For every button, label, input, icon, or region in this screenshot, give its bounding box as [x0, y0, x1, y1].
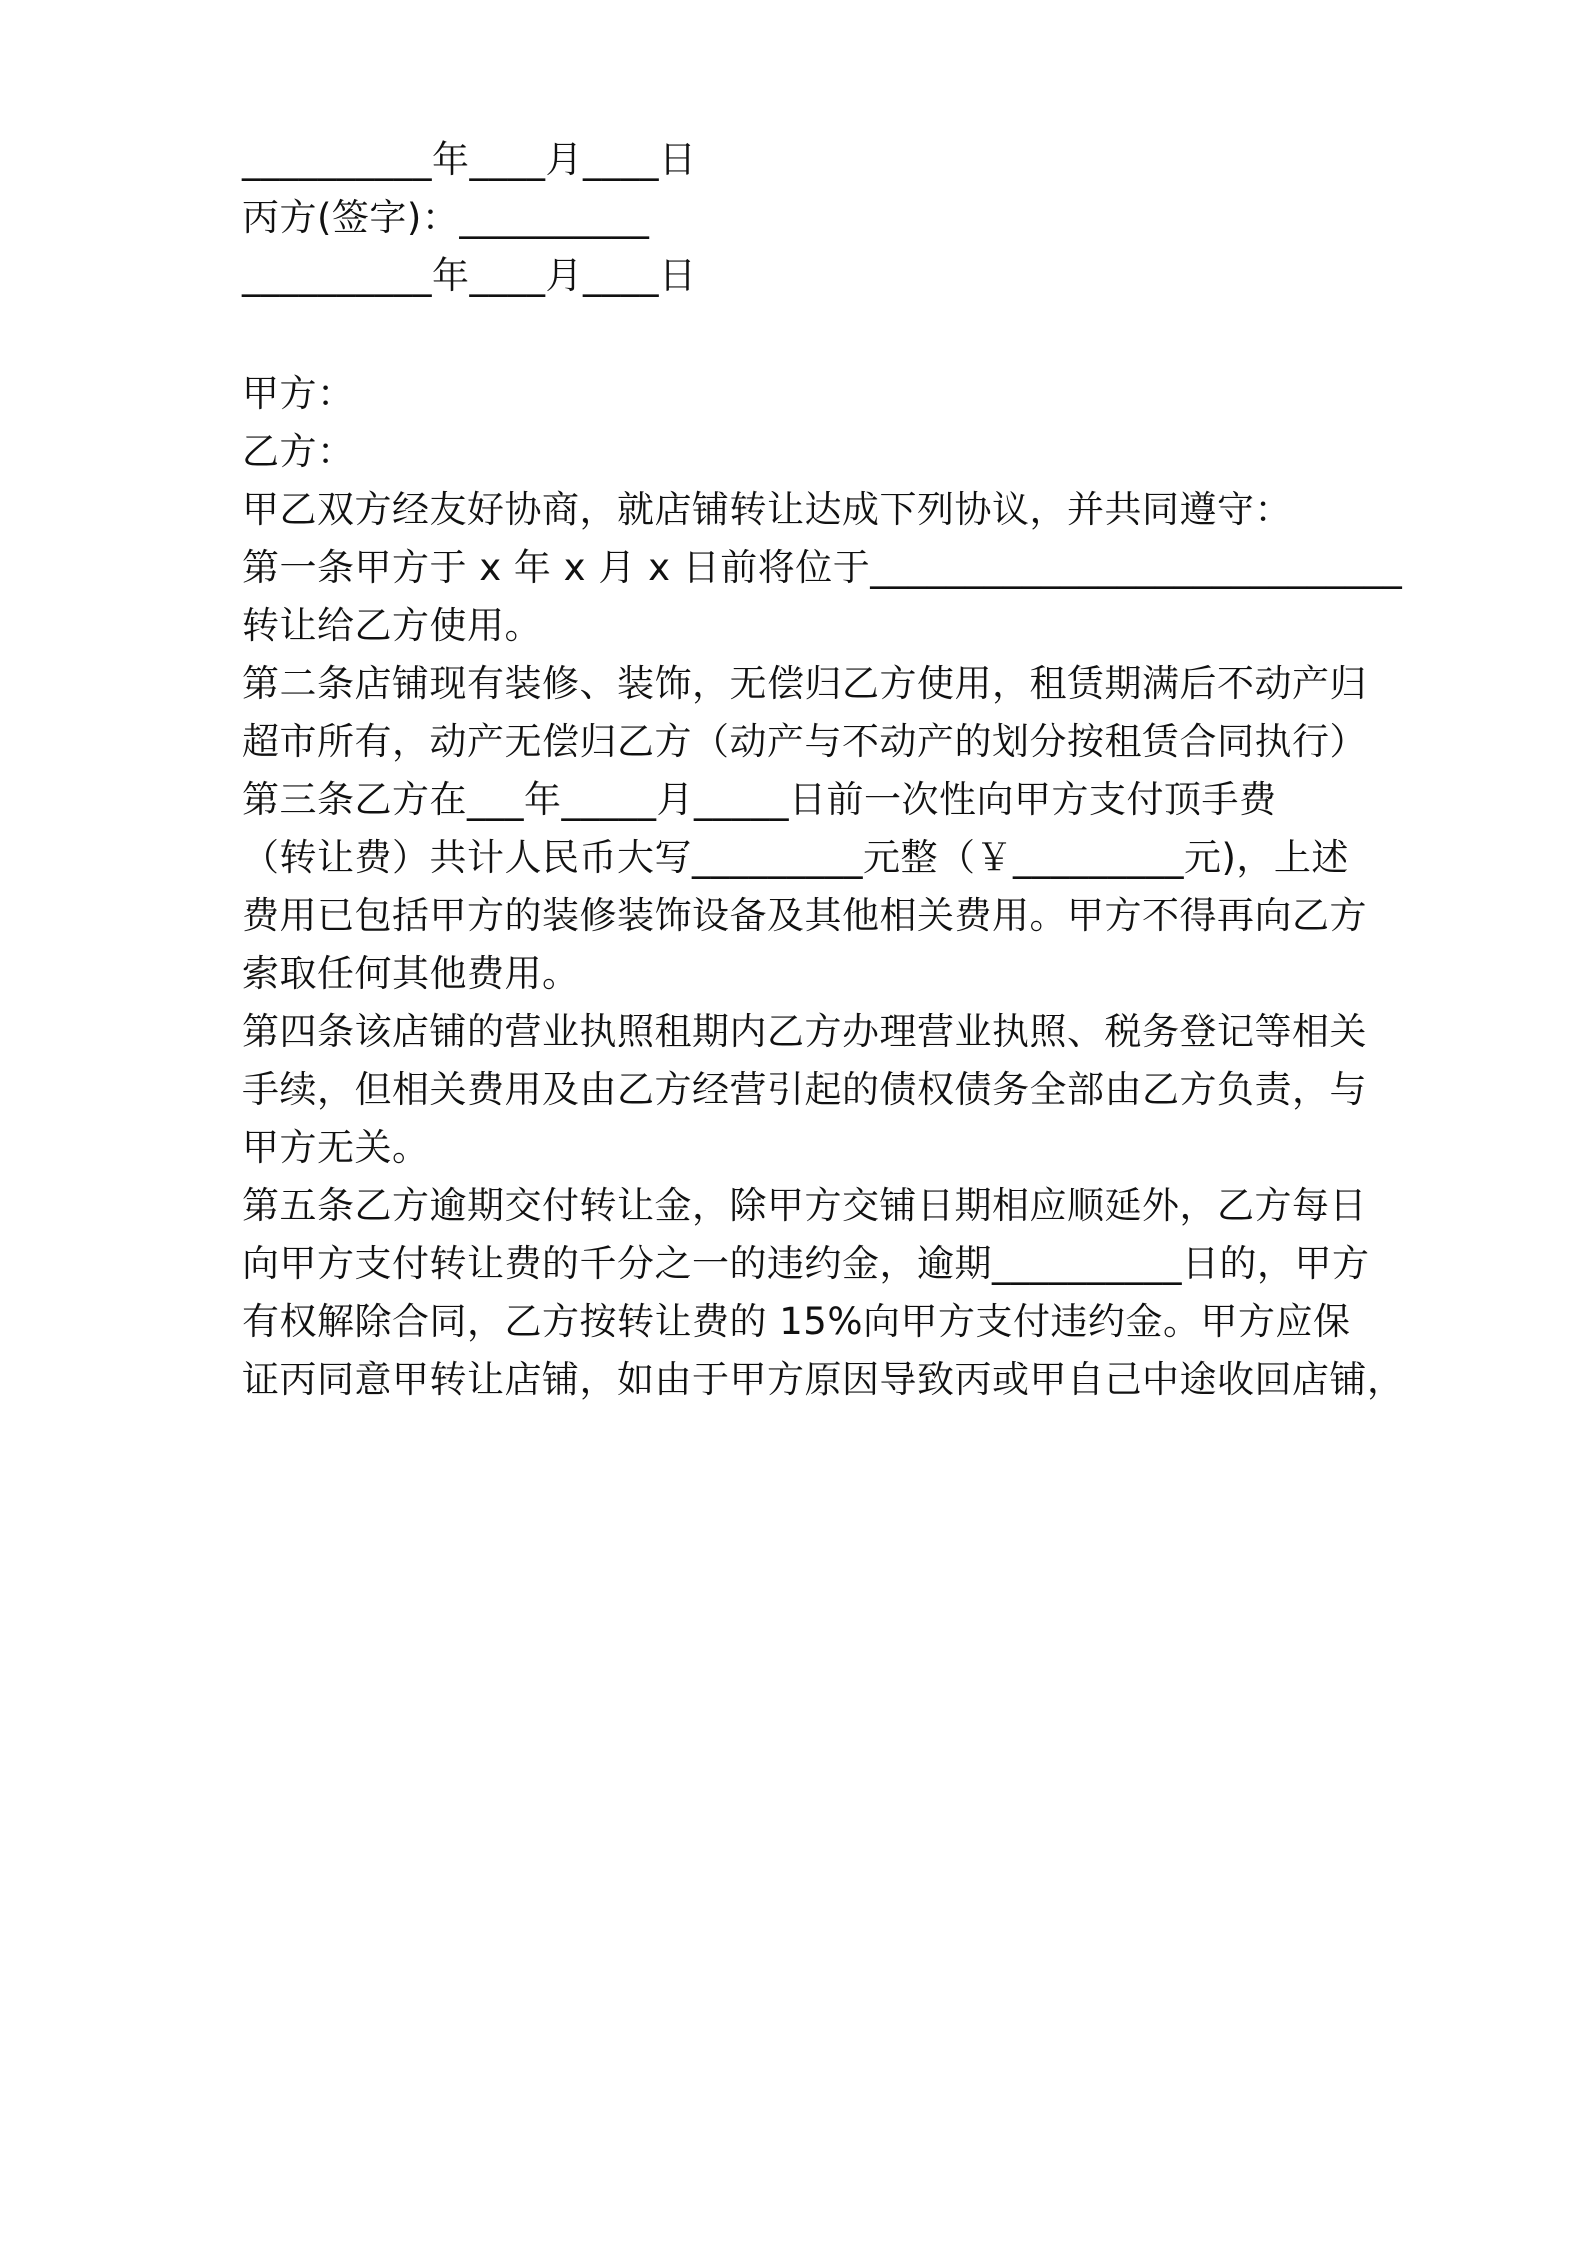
party-a-label: 甲方： — [242, 372, 355, 415]
clause-line: 甲方无关。 — [242, 1126, 430, 1169]
preamble-paragraph: 甲乙双方经友好协商，就店铺转让达成下列协议，并共同遵守： — [242, 488, 1292, 531]
clause-line: 第二条店铺现有装修、装饰，无偿归乙方使用，租赁期满后不动产归 — [242, 662, 1367, 705]
clause-line: 第一条甲方于 x 年 x 月 x 日前将位于____________________________ — [242, 546, 1403, 589]
clause-line: 索取任何其他费用。 — [242, 952, 580, 995]
clause-line: 有权解除合同，乙方按转让费的 15%向甲方支付违约金。甲方应保 — [242, 1300, 1351, 1343]
clause-line: 第三条乙方在___年_____月_____日前一次性向甲方支付顶手费 — [242, 778, 1277, 821]
clause-line: 超市所有，动产无偿归乙方（动产与不动产的划分按租赁合同执行） — [242, 720, 1367, 763]
party-c-signature-line: 丙方(签字)：__________ — [242, 196, 650, 239]
clause-line: 第四条该店铺的营业执照租期内乙方办理营业执照、税务登记等相关 — [242, 1010, 1367, 1053]
clause-line: 费用已包括甲方的装修装饰设备及其他相关费用。甲方不得再向乙方 — [242, 894, 1367, 937]
date-line-2: __________年____月____日 — [242, 254, 697, 297]
clause-line: 证丙同意甲转让店铺，如由于甲方原因导致丙或甲自己中途收回店铺， — [242, 1358, 1405, 1401]
clause-line: 向甲方支付转让费的千分之一的违约金，逾期__________日的，甲方 — [242, 1242, 1370, 1285]
clause-line: 转让给乙方使用。 — [242, 604, 542, 647]
clause-line: 第五条乙方逾期交付转让金，除甲方交铺日期相应顺延外，乙方每日 — [242, 1184, 1367, 1227]
clause-line: （转让费）共计人民币大写_________元整（￥_________元)，上述 — [242, 836, 1349, 879]
clause-line: 手续，但相关费用及由乙方经营引起的债权债务全部由乙方负责，与 — [242, 1068, 1367, 1111]
party-b-label: 乙方： — [242, 430, 355, 473]
date-line-1: __________年____月____日 — [242, 138, 697, 181]
